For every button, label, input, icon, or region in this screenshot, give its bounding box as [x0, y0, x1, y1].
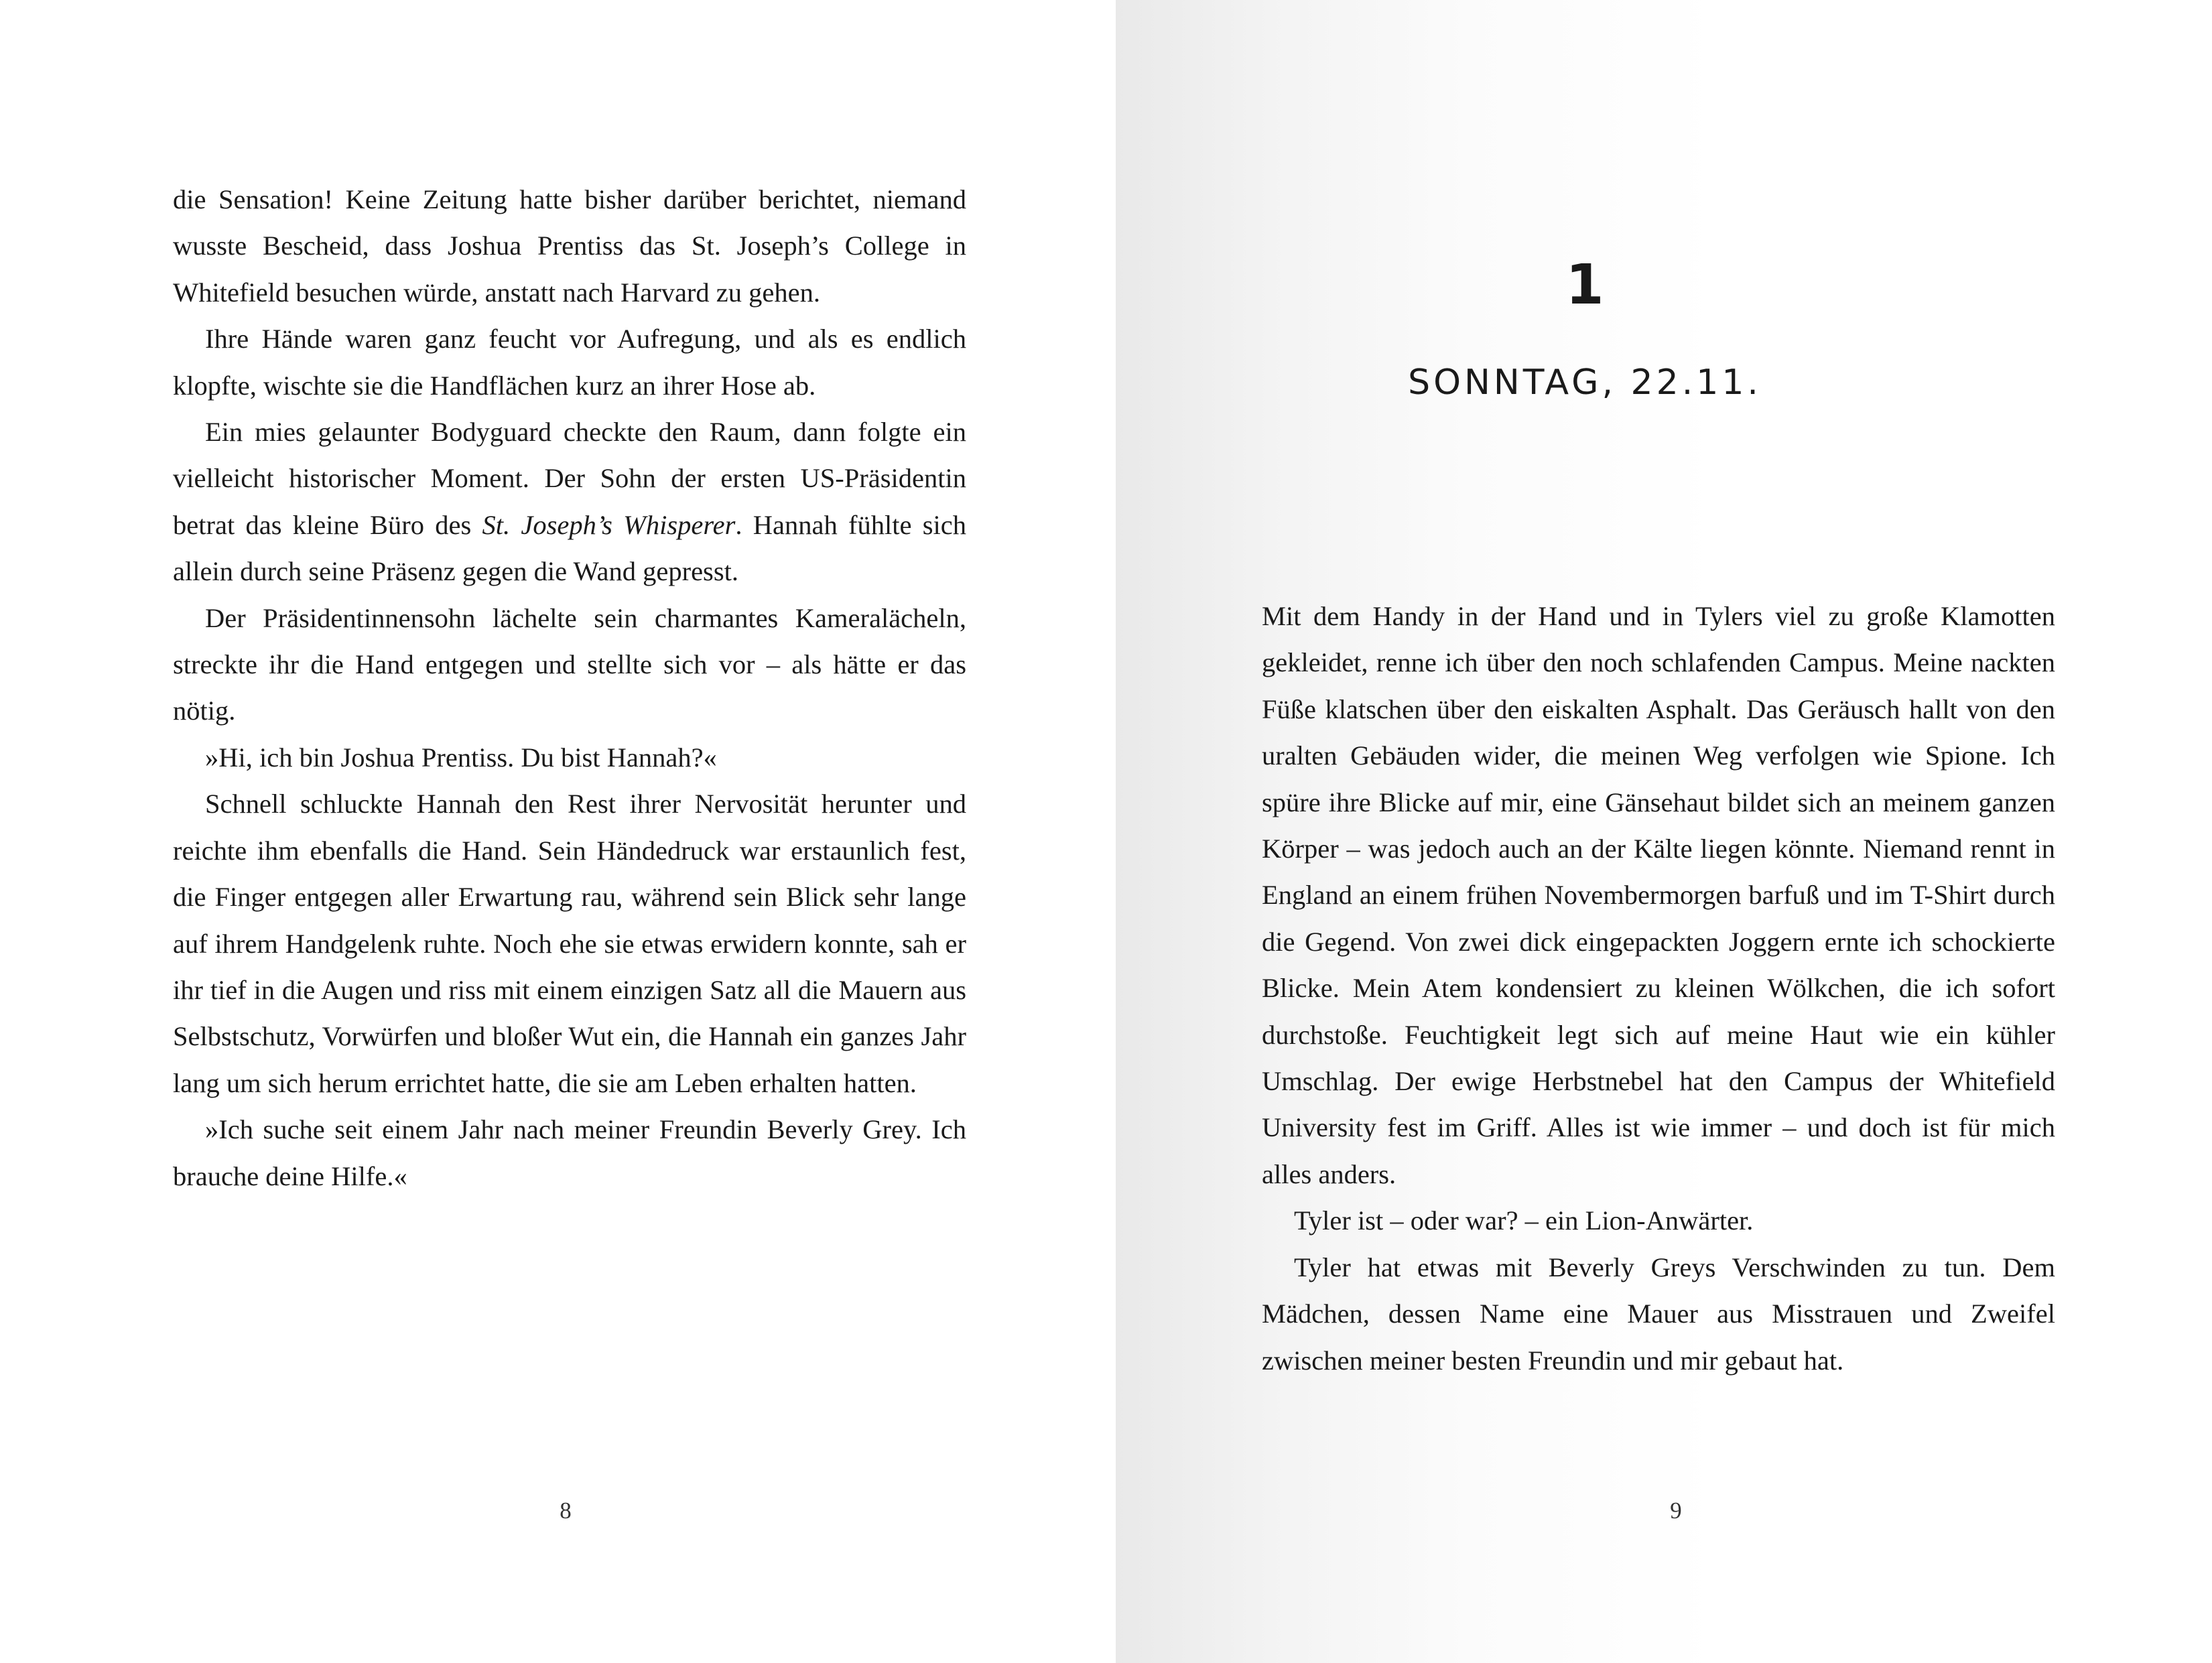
chapter-date: SONNTAG, 22.11. — [1408, 362, 1762, 403]
paragraph-text-start: Ein mies gelaunter Bodyguard checkte den Raum, dann folgte ein vielleicht historischer Moment. Der Sohn der ersten US-Präsidentin betrat das kleine Büro des — [173, 417, 966, 540]
paragraph: Tyler ist – oder war? – ein Lion-Anwärter. — [1294, 1205, 1754, 1236]
paragraph: Tyler hat etwas mit Beverly Greys Verschwinden zu tun. Dem Mädchen, dessen Name eine Mauer aus Misstrauen und Zweifel zwischen meiner besten Freundin und mir gebaut hat. — [1262, 1252, 2055, 1376]
left-page-body — [173, 176, 966, 1199]
chapter-number: 1 — [1565, 253, 1604, 317]
right-page — [1116, 0, 2212, 1663]
page-number: 8 — [560, 1498, 572, 1524]
paragraph: Mit dem Handy in der Hand und in Tylers viel zu große Klamotten gekleidet, renne ich über den noch schlafenden Campus. Meine nackten Füße klatschen über den eiskalten Asphalt. Das Geräusch hallt von den uralten Gebäuden wider, die meinen Weg verfolgen wie Spione. Ich spüre ihre Blicke auf mir, eine Gänsehaut bildet sich an meinem ganzen Körper – was jedoch auch an der Kälte liegen könnte. Niemand rennt in England an einem frühen Novembermorgen barfuß und im T-Shirt durch die Gegend. Von zwei dick eingepackten Joggern ernte ich schockierte Blicke. Mein Atem kondensiert zu kleinen Wölkchen, die ich sofort durchstoße. Feuchtigkeit legt sich auf meine Haut wie ein kühler Umschlag. Der ewige Herbstnebel hat den Campus der Whitefield University fest im Griff. Alles ist wie immer – und doch ist für mich alles anders. — [1262, 601, 2055, 1189]
newspaper-title: St. Joseph’s Whisperer — [482, 509, 736, 540]
paragraph — [173, 409, 966, 595]
page-number: 9 — [1670, 1498, 1682, 1524]
paragraph: Schnell schluckte Hannah den Rest ihrer Nervosität herunter und reichte ihm ebenfalls die Hand. Sein Händedruck war erstaunlich fest, die Finger entgegen aller Erwartung rau, während sein Blick sehr lange auf ihrem Handgelenk ruhte. Noch ehe sie etwas erwidern konnte, sah er ihr tief in die Augen und riss mit einem einzigen Satz all die Mauern aus Selbstschutz, Vorwürfen und bloßer Wut ein, die Hannah ein ganzes Jahr lang um sich herum errichtet hatte, die sie am Leben erhalten hatten. — [173, 789, 966, 1098]
paragraph-text-end: . Hannah fühlte sich allein durch seine Präsenz gegen die Wand gepresst. — [173, 509, 966, 587]
paragraph: Ihre Hände waren ganz feucht vor Aufregung, und als es endlich klopfte, wischte sie die Handflächen kurz an ihrer Hose ab. — [173, 324, 966, 401]
paragraph: die Sensation! Keine Zeitung hatte bisher darüber berichtet, niemand wusste Bescheid, dass Joshua Prentiss das St. Joseph’s College in Whitefield besuchen würde, anstatt nach Harvard zu gehen. — [173, 184, 966, 308]
paragraph: Der Präsidentinnensohn lächelte sein charmantes Kameralächeln, streckte ihr die Hand entgegen und stellte sich vor – als hätte er das nötig. — [173, 602, 966, 726]
right-page-body — [1262, 593, 2055, 1384]
paragraph: »Ich suche seit einem Jahr nach meiner Freundin Beverly Grey. Ich brauche deine Hilfe.« — [173, 1114, 966, 1191]
paragraph: »Hi, ich bin Joshua Prentiss. Du bist Hannah?« — [205, 742, 717, 773]
